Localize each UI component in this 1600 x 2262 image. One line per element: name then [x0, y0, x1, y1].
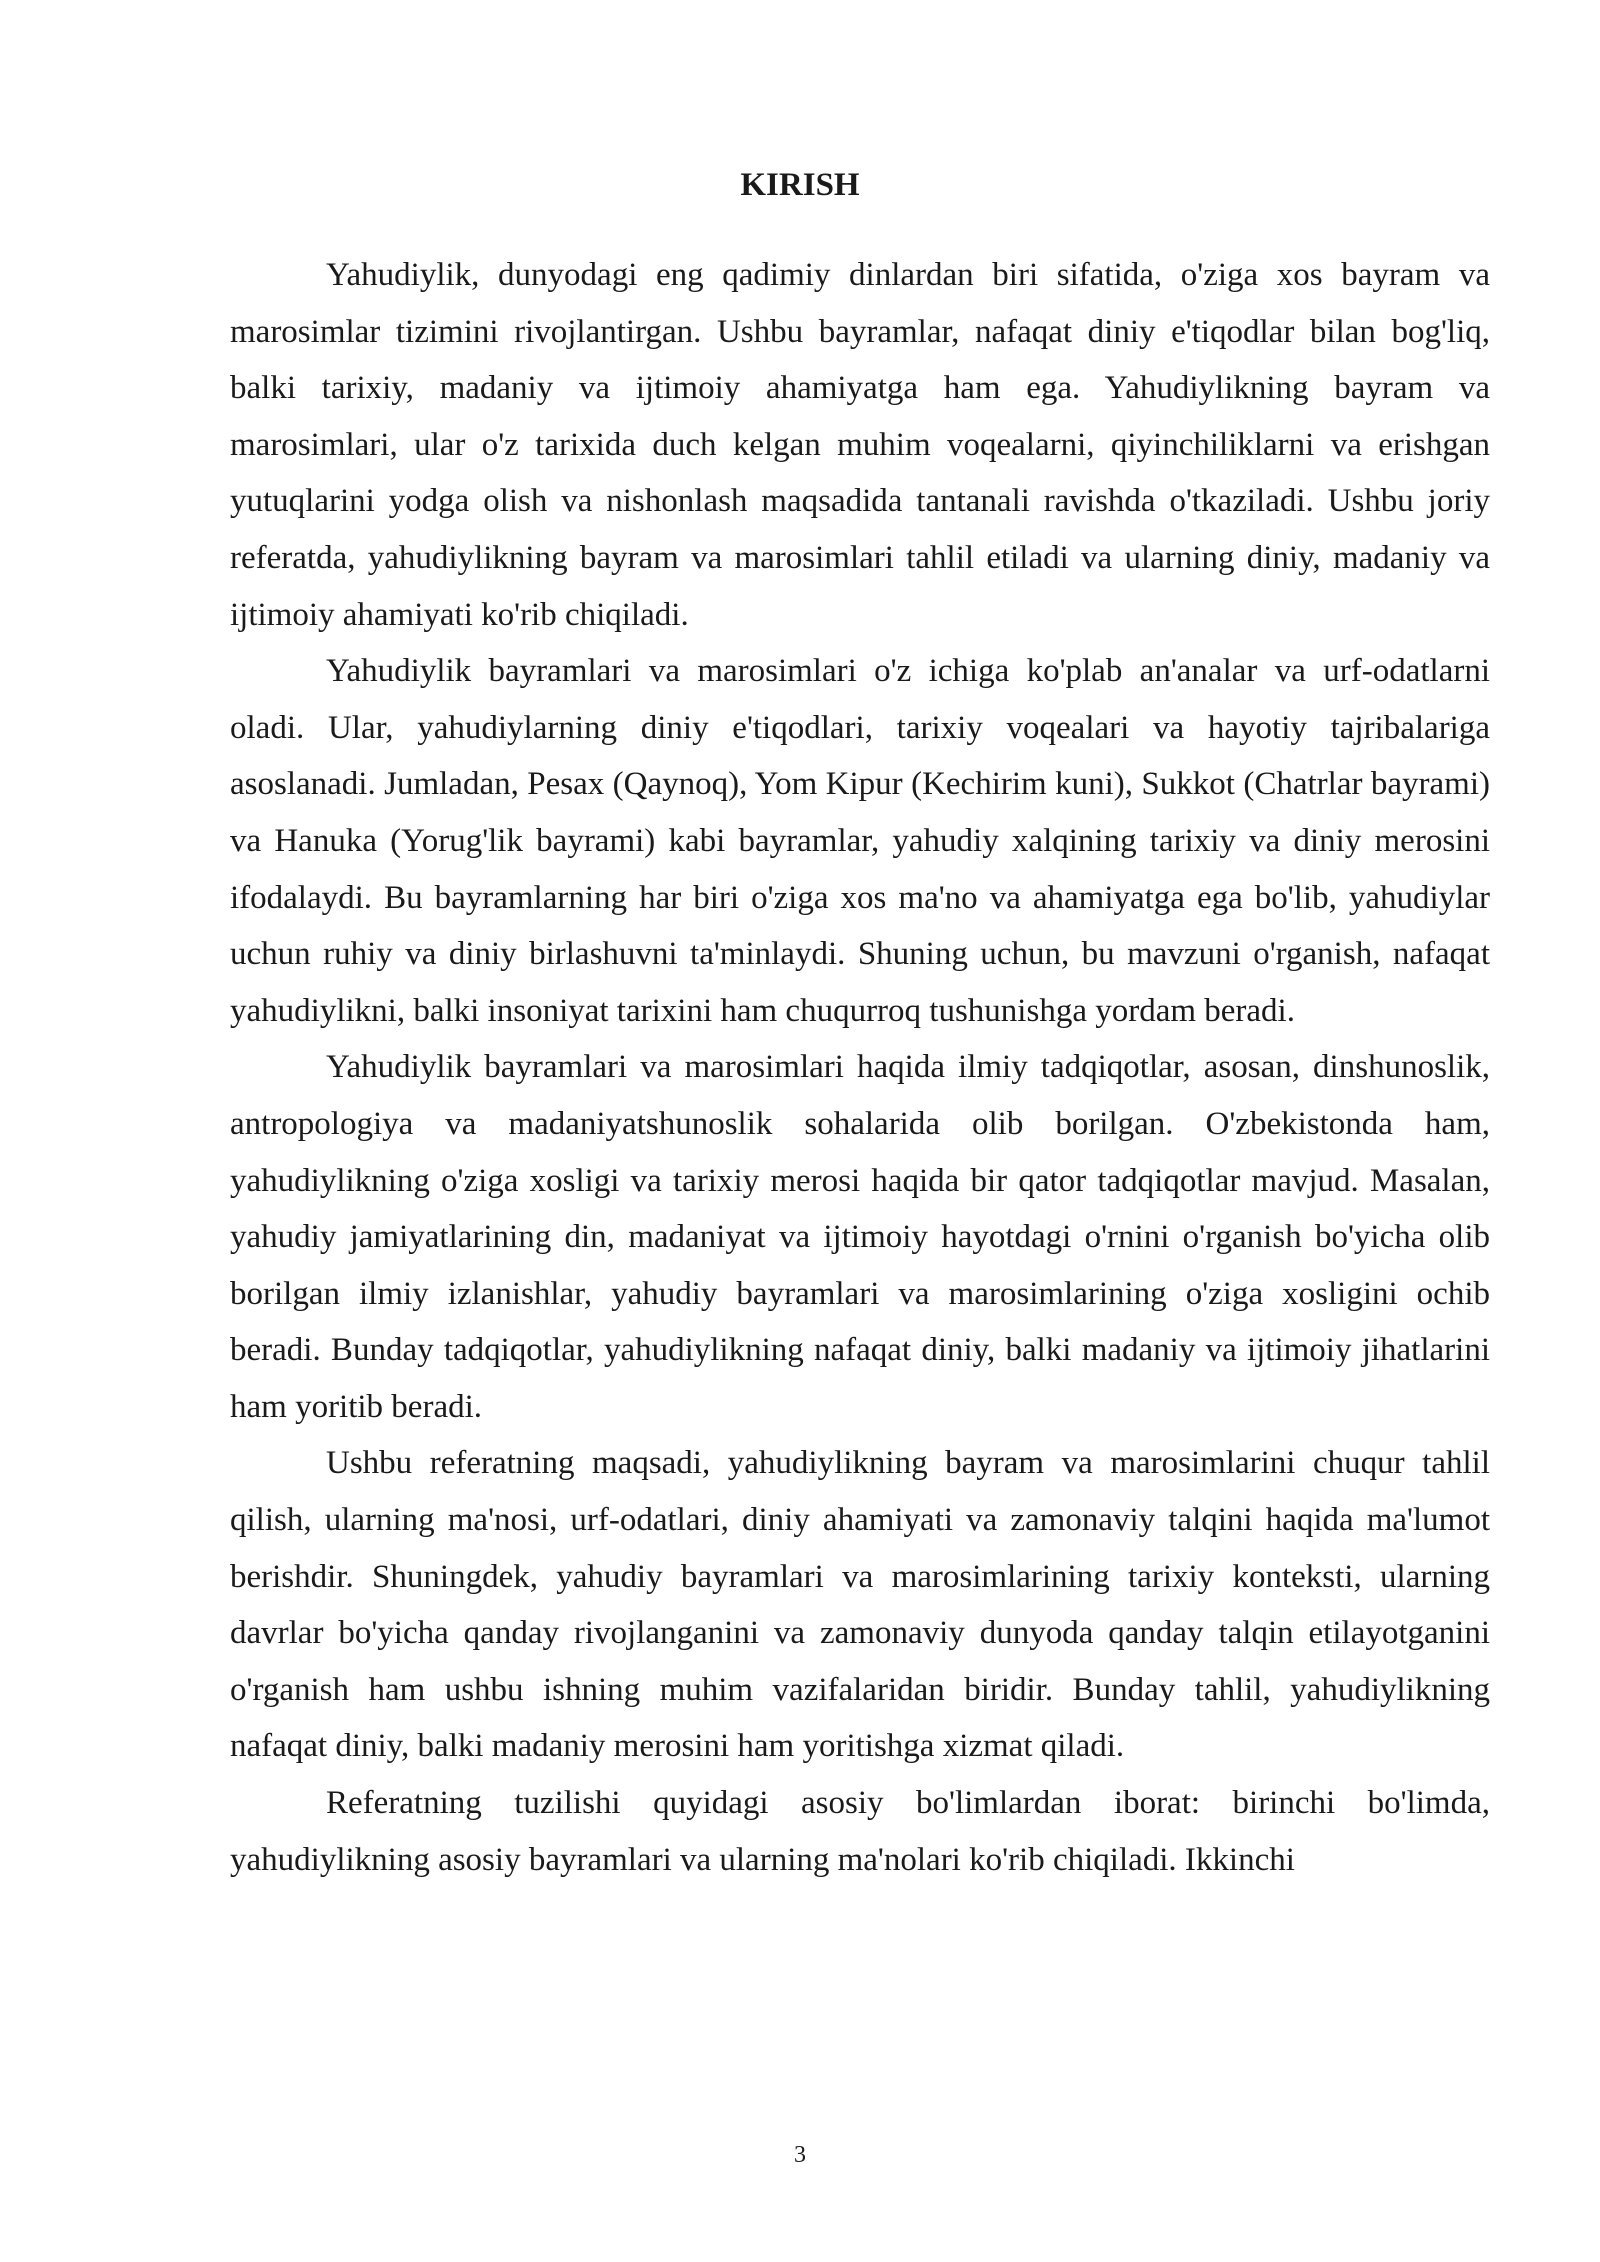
paragraph-1: Yahudiylik, dunyodagi eng qadimiy dinlardan biri sifatida, o'ziga xos bayram va marosimlar tizimini rivojlantirgan. Ushbu bayramlar, nafaqat diniy e'tiqodlar bilan bog'liq, balki tarixiy, madaniy va ijtimoiy ahamiyatga ham ega. Yahudiylikning bayram va marosimlari, ular o'z tarixida duch kelgan muhim voqealarni, qiyinchiliklarni va erishgan yutuqlarini yodga olish va nishonlash maqsadida tantanali ravishda o'tkaziladi. Ushbu joriy referatda, yahudiylikning bayram va marosimlari tahlil etiladi va ularning diniy, madaniy va ijtimoiy ahamiyati ko'rib chiqiladi. — [230, 257, 1490, 633]
page-number: 3 — [794, 2142, 806, 2168]
paragraph-5: Referatning tuzilishi quyidagi asosiy bo'limlardan iborat: birinchi bo'limda, yahudiylikning asosiy bayramlari va ularning ma'nolari ko'rib chiqiladi. Ikkinchi — [230, 1785, 1490, 1878]
section-title: KIRISH — [740, 167, 860, 203]
paragraph-3: Yahudiylik bayramlari va marosimlari haqida ilmiy tadqiqotlar, asosan, dinshunoslik, antropologiya va madaniyatshunoslik sohalarida olib borilgan. O'zbekistonda ham, yahudiylikning o'ziga xosligi va tarixiy merosi haqida bir qator tadqiqotlar mavjud. Masalan, yahudiy jamiyatlarining din, madaniyat va ijtimoiy hayotdagi o'rnini o'rganish bo'yicha olib borilgan ilmiy izlanishlar, yahudiy bayramlari va marosimlarining o'ziga xosligini ochib beradi. Bunday tadqiqotlar, yahudiylikning nafaqat diniy, balki madaniy va ijtimoiy jihatlarini ham yoritib beradi. — [230, 1049, 1490, 1425]
body-text — [230, 247, 1490, 1888]
paragraph-4: Ushbu referatning maqsadi, yahudiylikning bayram va marosimlarini chuqur tahlil qilish, ularning ma'nosi, urf-odatlari, diniy ahamiyati va zamonaviy talqini haqida ma'lumot berishdir. Shuningdek, yahudiy bayramlari va marosimlarining tarixiy konteksti, ularning davrlar bo'yicha qanday rivojlanganini va zamonaviy dunyoda qanday talqin etilayotganini o'rganish ham ushbu ishning muhim vazifalaridan biridir. Bunday tahlil, yahudiylikning nafaqat diniy, balki madaniy merosini ham yoritishga xizmat qiladi. — [230, 1445, 1490, 1765]
paragraph-2: Yahudiylik bayramlari va marosimlari o'z ichiga ko'plab an'analar va urf-odatlarni oladi. Ular, yahudiylarning diniy e'tiqodlari, tarixiy voqealari va hayotiy tajribalariga asoslanadi. Jumladan, Pesax (Qaynoq), Yom Kipur (Kechirim kuni), Sukkot (Chatrlar bayrami) va Hanuka (Yorug'lik bayrami) kabi bayramlar, yahudiy xalqining tarixiy va diniy merosini ifodalaydi. Bu bayramlarning har biri o'ziga xos ma'no va ahamiyatga ega bo'lib, yahudiylar uchun ruhiy va diniy birlashuvni ta'minlaydi. Shuning uchun, bu mavzuni o'rganish, nafaqat yahudiylikni, balki insoniyat tarixini ham chuqurroq tushunishga yordam beradi. — [230, 653, 1490, 1029]
